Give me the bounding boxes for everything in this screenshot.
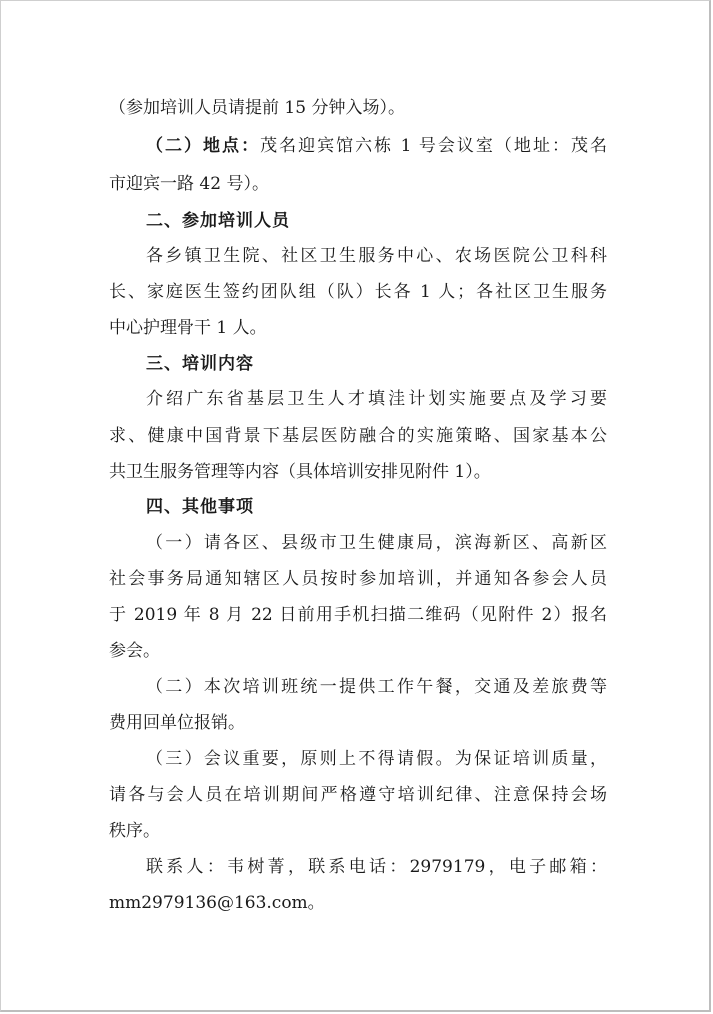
text-line: （二）本次培训班统一提供工作午餐，交通及差旅费等	[146, 677, 607, 697]
location-label: （二）地点：	[146, 136, 261, 156]
text-line: 介绍广东省基层卫生人才填洼计划实施要点及学习要	[146, 389, 607, 409]
text-line: （一）请各区、县级市卫生健康局，滨海新区、高新区	[146, 533, 607, 553]
text-line: 费用回单位报销。	[109, 713, 245, 733]
contact-line: 联系人：韦树菁，联系电话：2979179，电子邮箱：	[146, 857, 607, 877]
text-line: 秩序。	[109, 821, 160, 841]
text-line: 市迎宾一路 42 号）。	[109, 174, 269, 194]
text-line: 求、健康中国背景下基层医防融合的实施策略、国家基本公	[109, 426, 607, 446]
text-line: 于 2019 年 8 月 22 日前用手机扫描二维码（见附件 2）报名	[109, 605, 607, 625]
text-line: 社会事务局通知辖区人员按时参加培训，并通知各参会人员	[109, 569, 607, 589]
text-line: 共卫生服务管理等内容（具体培训安排见附件 1）。	[109, 462, 491, 482]
section-heading: 四、其他事项	[146, 497, 254, 517]
text-line: 参会。	[109, 641, 160, 661]
email-line: mm2979136@163.com。	[109, 893, 325, 913]
location-text: 茂名迎宾馆六栋 1 号会议室（地址：茂名	[260, 136, 607, 156]
section-heading: 二、参加培训人员	[146, 211, 290, 231]
location-line	[146, 131, 607, 161]
text-line: 请各与会人员在培训期间严格遵守培训纪律、注意保持会场	[109, 785, 607, 805]
text-line: 长、家庭医生签约团队组（队）长各 1 人；各社区卫生服务	[109, 282, 607, 302]
text-line: （参加培训人员请提前 15 分钟入场）。	[109, 98, 405, 118]
section-heading: 三、培训内容	[146, 354, 254, 374]
text-line: 各乡镇卫生院、社区卫生服务中心、农场医院公卫科科	[146, 246, 607, 266]
text-line: （三）会议重要，原则上不得请假。为保证培训质量，	[146, 749, 607, 769]
text-line: 中心护理骨干 1 人。	[109, 318, 267, 338]
